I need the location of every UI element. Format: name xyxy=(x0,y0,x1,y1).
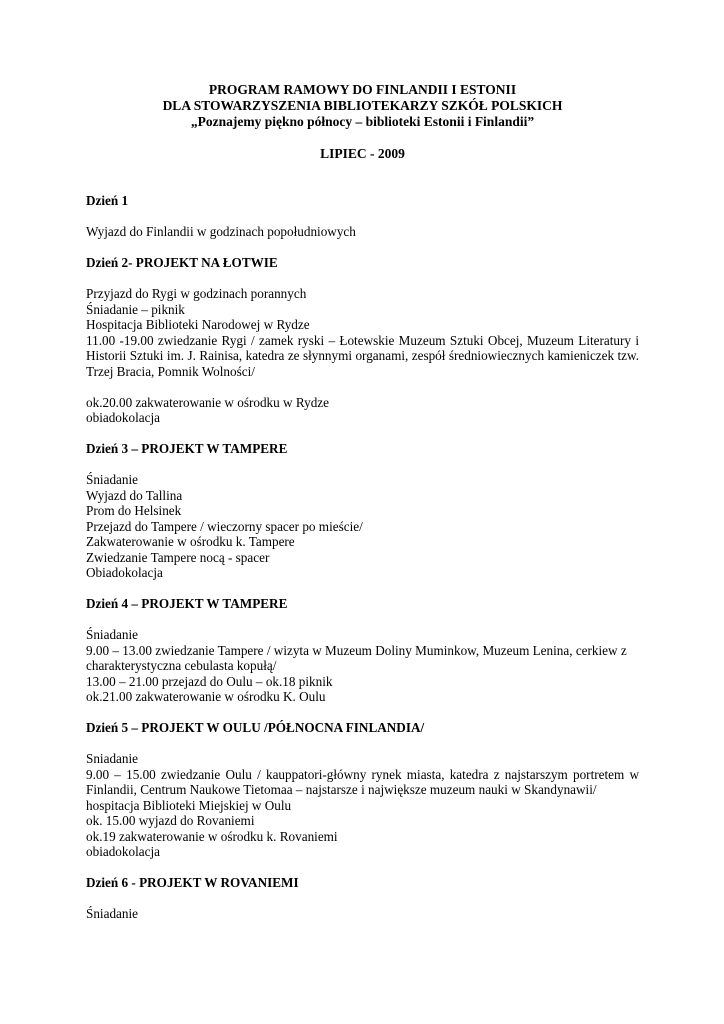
day-2-section xyxy=(86,255,639,426)
day-1-section xyxy=(86,193,639,240)
day-3-line: Przejazd do Tampere / wieczorny spacer po mieście/ xyxy=(86,518,363,534)
day-3-section xyxy=(86,441,639,581)
day-2-line: Śniadanie – piknik xyxy=(86,301,185,317)
day-4-line: Śniadanie xyxy=(86,627,139,642)
day-5-title: Dzień 5 – PROJEKT W OULU /PÓŁNOCNA FINLANDIA/ xyxy=(86,720,425,735)
day-2-line: Hospitacja Biblioteki Narodowej w Rydze xyxy=(86,317,310,332)
day-4-section xyxy=(86,596,639,705)
day-4-line: ok.21.00 zakwaterowanie w ośrodku K. Oulu xyxy=(86,689,326,704)
day-1-title: Dzień 1 xyxy=(86,193,129,208)
document-header xyxy=(86,82,639,162)
day-4-line: 13.00 – 21.00 przejazd do Oulu – ok.18 piknik xyxy=(86,673,333,689)
day-3-line: Obiadokolacja xyxy=(86,565,163,580)
day-4-paragraph: 9.00 – 13.00 zwiedzanie Tampere / wizyta w Muzeum Doliny Muminkow, Muzeum Lenina, cerkiew z charakterystyczna cebulasta kopułą/ xyxy=(86,642,627,673)
day-2-line: obiadokolacja xyxy=(86,410,160,425)
day-3-line: Śniadanie xyxy=(86,472,139,487)
day-6-line: Śniadanie xyxy=(86,906,139,921)
day-5-line: hospitacja Biblioteki Miejskiej w Oulu xyxy=(86,797,292,813)
day-5-section xyxy=(86,720,639,860)
day-2-line: Przyjazd do Rygi w godzinach porannych xyxy=(86,286,307,301)
day-3-line: Wyjazd do Tallina xyxy=(86,487,183,503)
day-3-line: Prom do Helsinek xyxy=(86,503,182,518)
day-6-section xyxy=(86,875,639,922)
header-subtitle: DLA STOWARZYSZENIA BIBLIOTEKARZY SZKÓŁ POLSKICH xyxy=(162,98,563,113)
header-date: LIPIEC - 2009 xyxy=(320,146,405,161)
day-3-title: Dzień 3 – PROJEKT W TAMPERE xyxy=(86,441,288,456)
day-5-line: ok. 15.00 wyjazd do Rovaniemi xyxy=(86,813,255,828)
day-5-line: ok.19 zakwaterowanie w ośrodku k. Rovaniemi xyxy=(86,828,338,844)
day-2-paragraph: 11.00 -19.00 zwiedzanie Rygi / zamek ryski – Łotewskie Muzeum Sztuki Obcej, Muzeum Literatury i Historii Sztuki im. J. Rainisa, katedra ze słynnymi organami, zespół średniowiecznych kamieniczek tzw. Trzej Bracia, Pomnik Wolności/ xyxy=(86,332,639,379)
header-motto: „Poznajemy piękno północy – biblioteki Estonii i Finlandii” xyxy=(190,114,535,129)
day-4-title: Dzień 4 – PROJEKT W TAMPERE xyxy=(86,596,288,611)
day-6-title: Dzień 6 - PROJEKT W ROVANIEMI xyxy=(86,875,299,890)
day-5-line: obiadokolacja xyxy=(86,844,160,859)
day-2-title: Dzień 2- PROJEKT NA ŁOTWIE xyxy=(86,255,278,270)
day-5-paragraph: 9.00 – 15.00 zwiedzanie Oulu / kauppatori-główny rynek miasta, katedra z najstarszym portretem w Finlandii, Centrum Naukowe Tietomaa – najstarsze i największe muzeum nauki w Skandynawii/ xyxy=(86,766,639,797)
day-3-line: Zwiedzanie Tampere nocą - spacer xyxy=(86,549,270,565)
day-1-line: Wyjazd do Finlandii w godzinach popołudniowych xyxy=(86,224,356,239)
day-3-line: Zakwaterowanie w ośrodku k. Tampere xyxy=(86,534,295,549)
day-5-line: Sniadanie xyxy=(86,751,139,766)
day-2-line: ok.20.00 zakwaterowanie w ośrodku w Rydze xyxy=(86,394,330,410)
header-title: PROGRAM RAMOWY DO FINLANDII I ESTONII xyxy=(208,82,517,97)
document-page xyxy=(86,82,639,922)
